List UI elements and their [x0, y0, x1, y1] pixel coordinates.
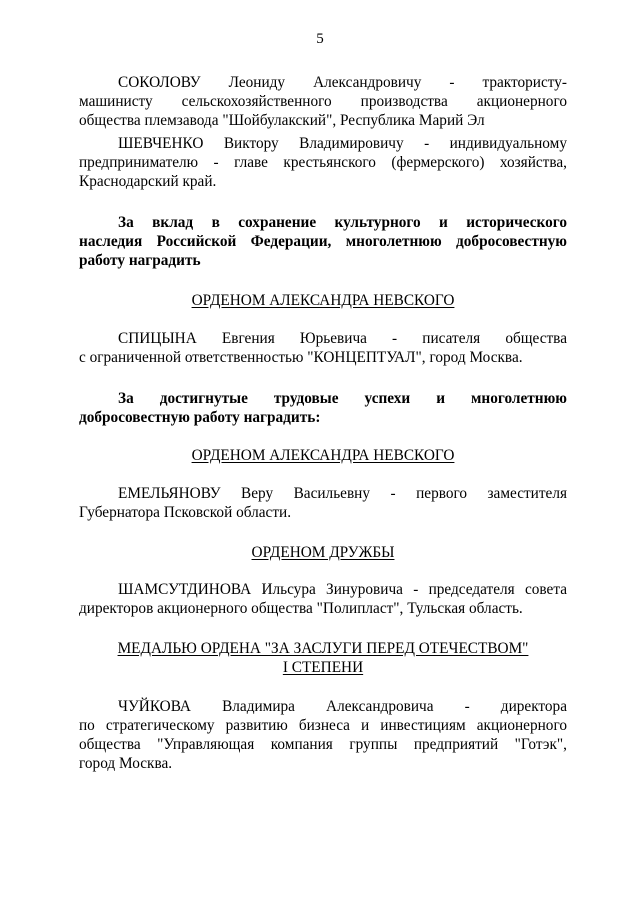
order-title-nevsky-1: ОРДЕНОМ АЛЕКСАНДРА НЕВСКОГО: [191, 292, 455, 309]
order-title-nevsky-2: ОРДЕНОМ АЛЕКСАНДРА НЕВСКОГО: [191, 447, 455, 464]
award-entry-sokolov: [79, 73, 567, 130]
heading-line: За вклад в сохранение культурного и исторического: [118, 214, 567, 231]
entry-line: город Москва.: [79, 755, 173, 772]
page-number: 5: [316, 31, 324, 47]
entry-line: с ограниченной ответственностью "КОНЦЕПТУАЛ", город Москва.: [79, 349, 523, 366]
order-title-friendship: ОРДЕНОМ ДРУЖБЫ: [251, 544, 395, 561]
award-entry-spitsyn: [79, 329, 567, 367]
medal-title-line: I СТЕПЕНИ: [282, 659, 364, 676]
award-heading-cultural: [79, 213, 567, 270]
heading-line: За достигнутые трудовые успехи и многолетнюю: [118, 390, 567, 407]
medal-title-line: МЕДАЛЬЮ ОРДЕНА "ЗА ЗАСЛУГИ ПЕРЕД ОТЕЧЕСТВОМ": [117, 640, 529, 657]
award-entry-shamsutdinov: [79, 580, 567, 618]
heading-line: наследия Российской Федерации, многолетнюю добросовестную: [79, 233, 567, 250]
heading-line: работу наградить: [79, 252, 201, 269]
award-heading-labor: [79, 389, 567, 427]
entry-line: Краснодарский край.: [79, 173, 217, 190]
award-entry-shevchenko: [79, 134, 567, 191]
entry-line: ЧУЙКОВА Владимира Александровича - директора: [118, 698, 567, 715]
entry-line: общества "Управляющая компания группы предприятий "Готэк",: [79, 736, 567, 753]
order-title-merit-medal: [79, 639, 567, 677]
entry-line: общества племзавода "Шойбулакский", Республика Марий Эл: [79, 112, 485, 129]
entry-line: Губернатора Псковской области.: [79, 504, 292, 521]
entry-line: машинисту сельскохозяйственного производства акционерного: [79, 93, 567, 110]
heading-line: добросовестную работу наградить:: [79, 409, 321, 426]
entry-line: ЕМЕЛЬЯНОВУ Веру Васильевну - первого заместителя: [118, 485, 567, 502]
entry-line: предпринимателю - главе крестьянского (фермерского) хозяйства,: [79, 154, 567, 171]
entry-line: СПИЦЫНА Евгения Юрьевича - писателя общества: [118, 330, 567, 347]
entry-line: ШЕВЧЕНКО Виктору Владимировичу - индивидуальному: [118, 135, 567, 152]
entry-line: ШАМСУТДИНОВА Ильсура Зинуровича - председателя совета: [118, 581, 567, 598]
award-entry-chuykov: [79, 697, 567, 773]
award-entry-emelyanova: [79, 484, 567, 522]
entry-line: по стратегическому развитию бизнеса и инвестициям акционерного: [79, 717, 567, 734]
entry-line: СОКОЛОВУ Леониду Александровичу - трактористу-: [118, 74, 567, 91]
entry-line: директоров акционерного общества "Полипласт", Тульская область.: [79, 600, 523, 617]
